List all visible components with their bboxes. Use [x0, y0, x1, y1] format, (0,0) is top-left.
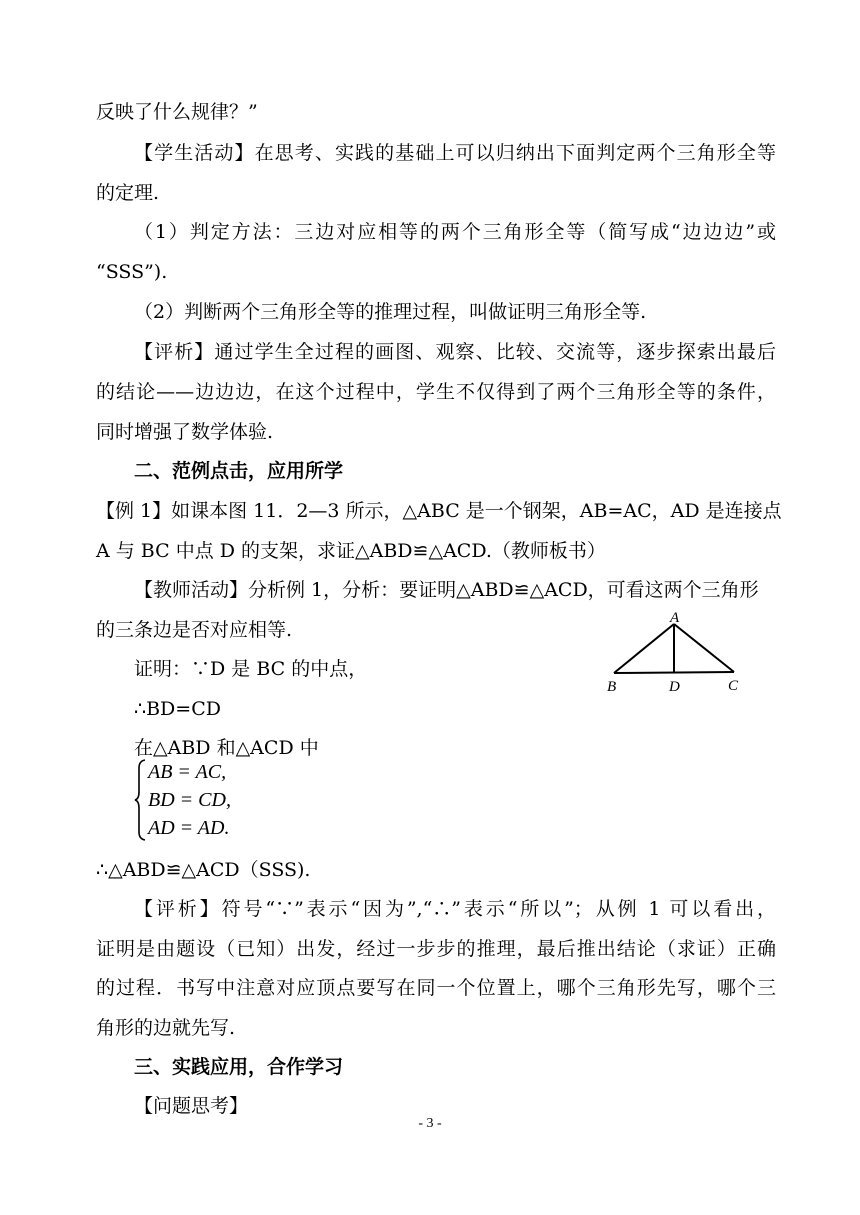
text-line: 角形的边就先写.: [96, 1017, 236, 1039]
page-number: - 3 -: [418, 1116, 442, 1131]
teacher-activity-line: 【教师活动】分析例 1，分析：要证明△ABD≌△ACD，可看这两个三角形: [134, 579, 759, 601]
text-line: （2）判断两个三角形全等的推理过程，叫做证明三角形全等.: [134, 301, 647, 323]
example-line: 【例 1】如课本图 11．2—3 所示，△ABC 是一个钢架，AB=AC，AD 是连接点: [96, 500, 782, 522]
triangle-figure: [604, 610, 754, 694]
vertex-label-a: A: [670, 610, 680, 626]
comment-line: 【评析】符号“∵”表示“因为”,“∴”表示“所以”；从例 1 可以看出，: [134, 898, 776, 920]
vertex-label-d: D: [669, 679, 680, 694]
rule-line: （1）判定方法：三边对应相等的两个三角形全等（简写成“边边边”或: [134, 221, 776, 243]
vertex-label-b: B: [607, 679, 617, 694]
text-line: 的过程．书写中注意对应顶点要写在同一个位置上，哪个三角形先写，哪个三: [96, 977, 776, 999]
text-line: “SSS”).: [96, 261, 168, 283]
problem-heading: 【问题思考】: [134, 1095, 249, 1117]
left-brace-icon: [134, 758, 148, 842]
text-line: 同时增强了数学体验.: [96, 421, 274, 443]
text-line: 的三条边是否对应相等.: [96, 619, 293, 641]
conclusion-line: ∴△ABD≌△ACD（SSS).: [96, 859, 311, 881]
text-line: 证明是由题设（已知）出发，经过一步步的推理，最后推出结论（求证）正确: [96, 938, 776, 960]
proof-line: 在△ABD 和△ACD 中: [134, 737, 319, 759]
text-line: 的结论——边边边，在这个过程中，学生不仅得到了两个三角形全等的条件，: [96, 381, 776, 403]
triangle-side-bc: [614, 672, 734, 673]
proof-line: 证明：∵D 是 BC 的中点，: [134, 658, 368, 680]
triangle-side-ab: [614, 624, 674, 673]
student-activity-line: 【学生活动】在思考、实践的基础上可以归纳出下面判定两个三角形全等: [134, 142, 776, 164]
comment-line: 【评析】通过学生全过程的画图、观察、比较、交流等，逐步探索出最后: [134, 341, 776, 363]
text-line: 的定理.: [96, 182, 160, 204]
section-heading: 三、实践应用，合作学习: [134, 1056, 344, 1078]
equation-row: BD = CD,: [148, 789, 231, 811]
section-heading: 二、范例点击，应用所学: [134, 460, 344, 482]
text-line: A 与 BC 中点 D 的支架，求证△ABD≌△ACD.（教师板书）: [96, 540, 606, 562]
triangle-side-ac: [674, 624, 734, 672]
text-line: 反映了什么规律？”: [96, 101, 258, 123]
proof-line: ∴BD=CD: [134, 698, 221, 720]
equation-row: AB = AC,: [148, 761, 227, 783]
equation-row: AD = AD.: [148, 817, 230, 839]
vertex-label-c: C: [728, 678, 739, 694]
equation-system: [134, 758, 294, 838]
